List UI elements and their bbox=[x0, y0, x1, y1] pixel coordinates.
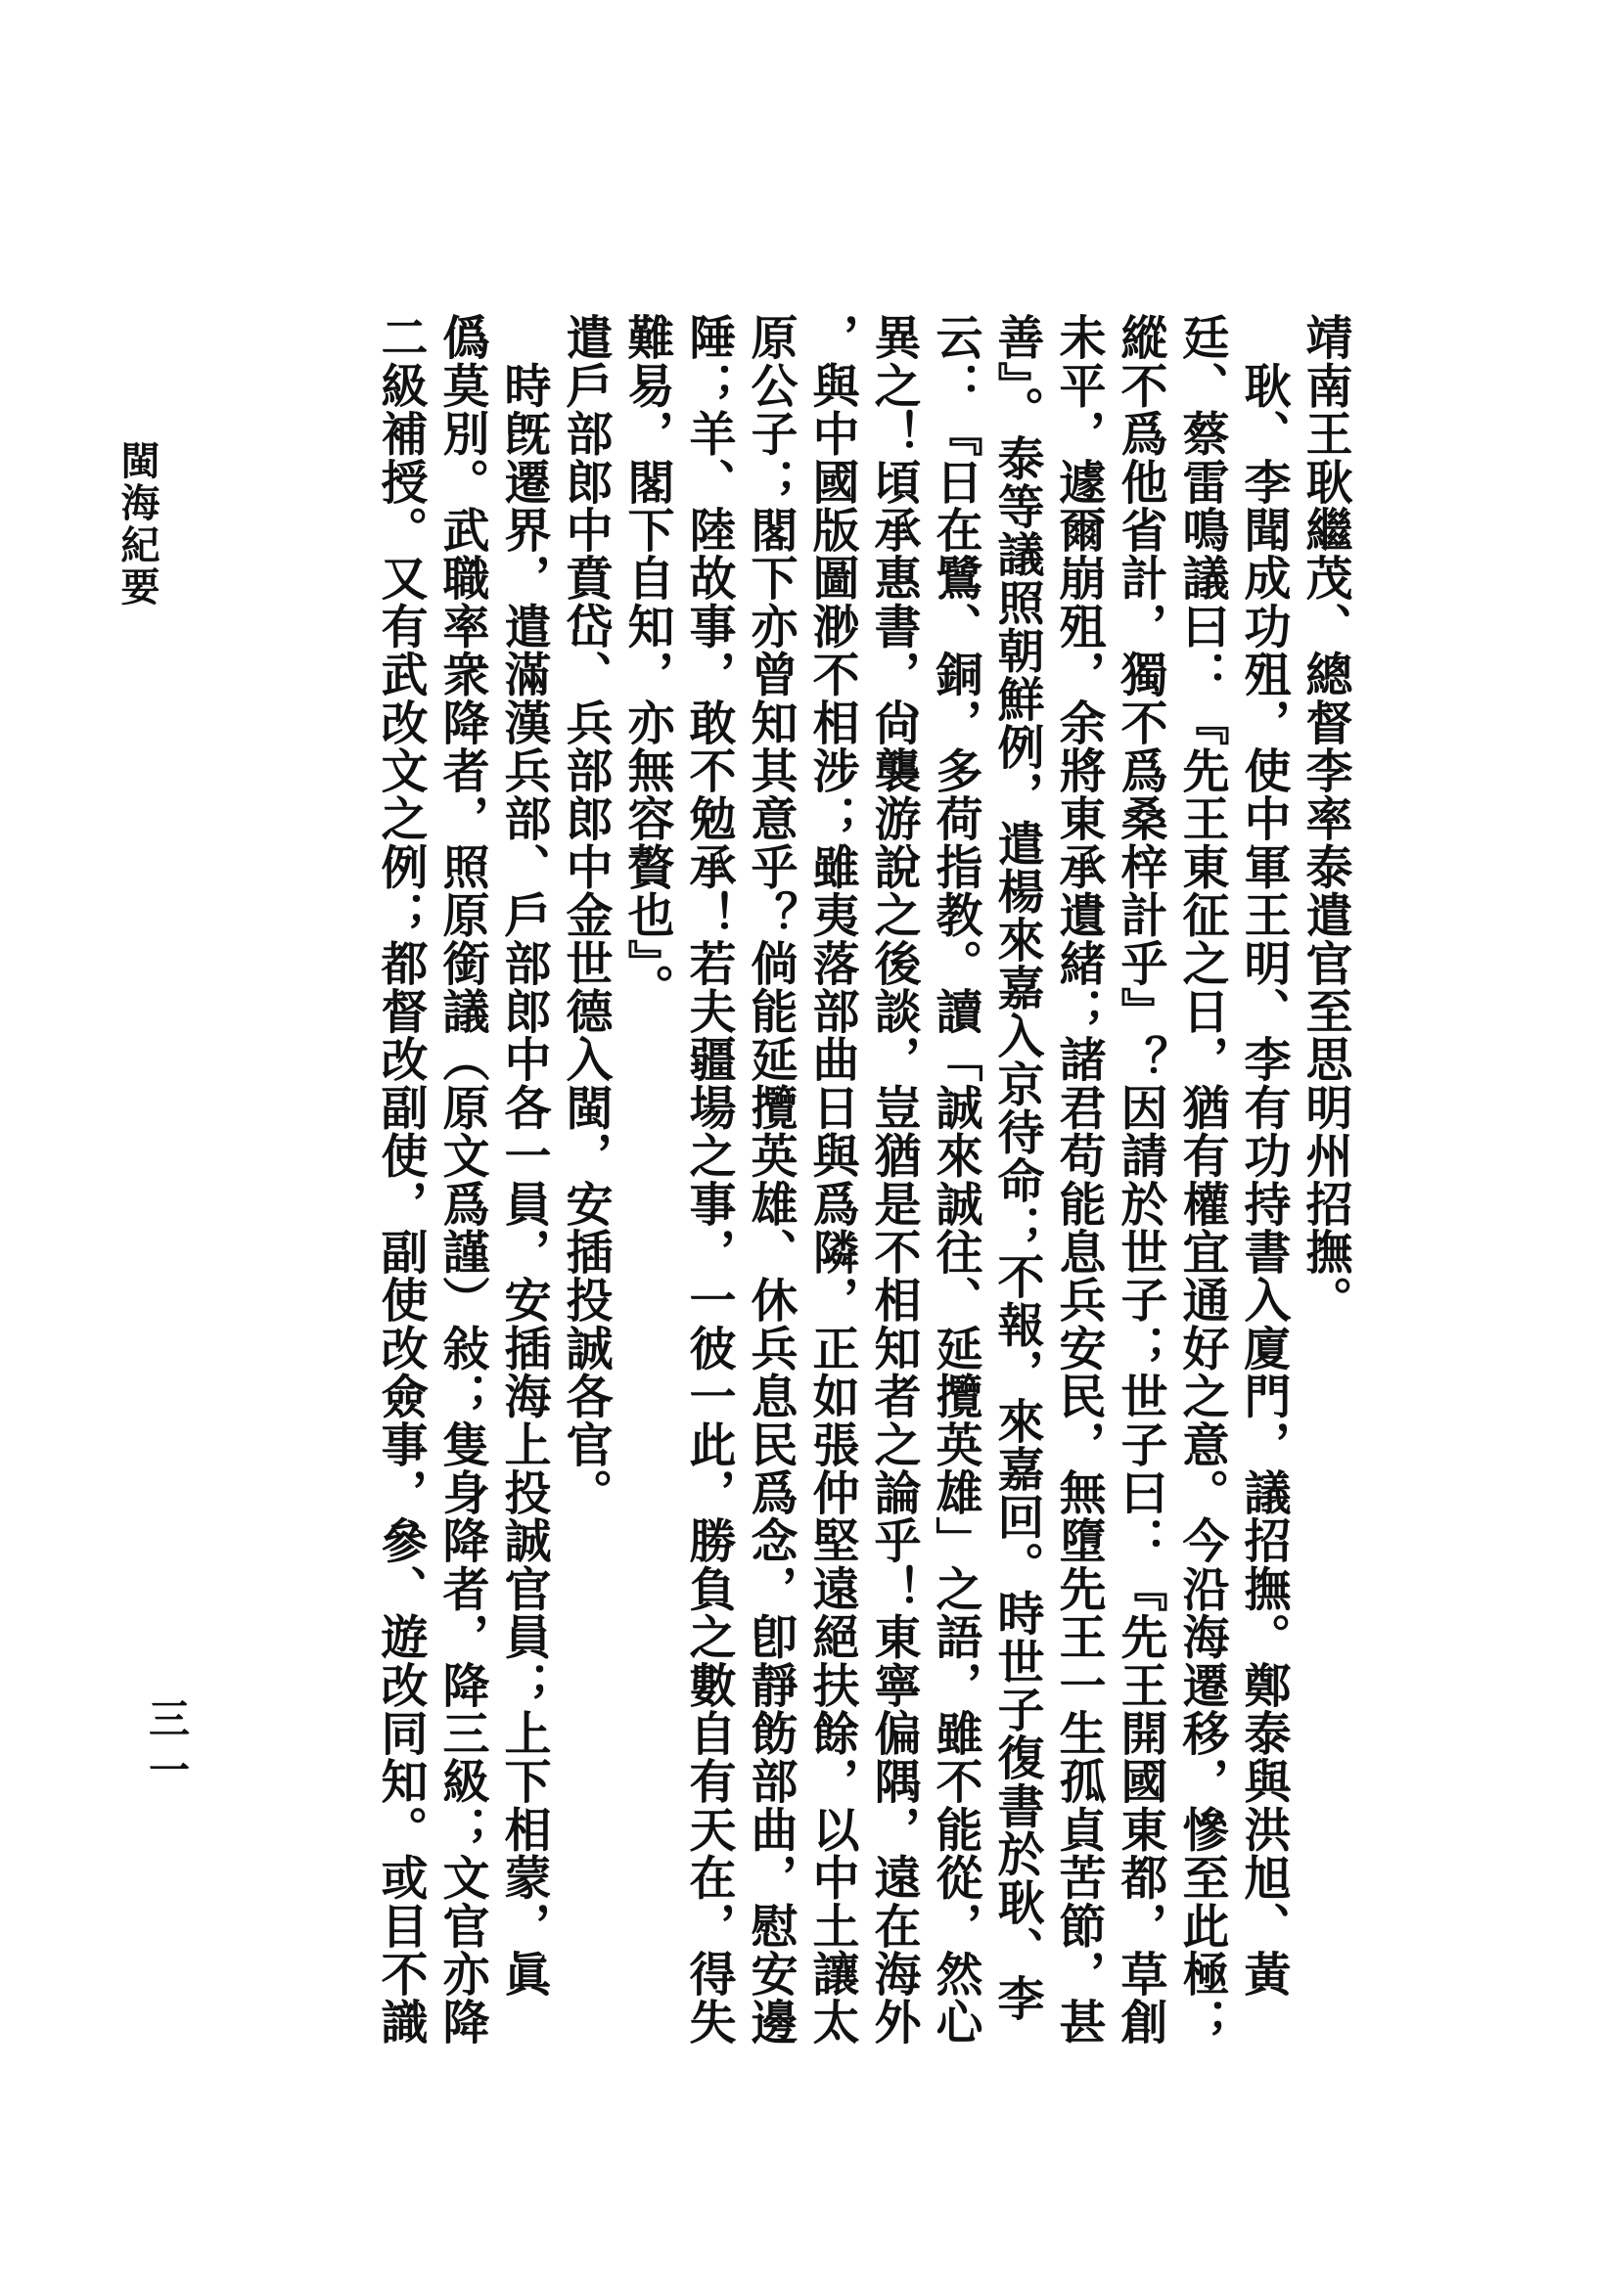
text-column: 異之！頃承惠書，尙襲游說之後談，豈猶是不相知者之論乎！東寧偏隅，遠在海外 bbox=[866, 313, 921, 2047]
text-column: 廷、蔡雷鳴議曰：『先王東征之日，猶有權宜通好之意。今沿海遷移，慘至此極； bbox=[1174, 313, 1229, 2047]
text-column: ，與中國版圖渺不相涉；雖夷落部曲日與爲隣，正如張仲堅遠絕扶餘，以中土讓太 bbox=[804, 313, 859, 2047]
text-column: 遣戶部郎中賁岱、兵部郎中金世德入閩，安插投誠各官。 bbox=[558, 313, 613, 1516]
text-column: 未平，遽爾崩殂，余將東承遺緒；諸君苟能息兵安民，無墮先王一生孤貞苦節，甚 bbox=[1051, 313, 1106, 2047]
text-column: 難易，閣下自知，亦無容贅也』。 bbox=[619, 313, 674, 1012]
text-column: 耿、李聞成功殂，使中軍王明、李有功持書入廈門，議招撫。鄭泰與洪旭、黃 bbox=[1236, 313, 1291, 1998]
text-column: 原公子；閣下亦曾知其意乎？倘能延攬英雄、休兵息民爲念，卽靜飭部曲，慰安邊 bbox=[743, 313, 798, 2047]
text-column: 僞莫別。武職率衆降者，照原銜議（原文爲謹）敍；隻身降者，降三級；文官亦降 bbox=[434, 313, 489, 2047]
text-column: 靖南王耿繼茂、總督李率泰遣官至思明州招撫。 bbox=[1298, 313, 1352, 1325]
text-column: 陲；羊、陸故事，敢不勉承！若夫疆場之事，一彼一此，勝負之數自有天在，得失 bbox=[681, 313, 736, 2047]
text-column: 云：『日在鷺、銅，多荷指教。讀「誠來誠往、延攬英雄」之語，雖不能從，然心 bbox=[928, 313, 982, 2047]
text-column: 二級補授。又有武改文之例；都督改副使，副使改僉事，參、遊改同知。或目不識 bbox=[373, 313, 428, 2047]
book-title: 閩海紀要 bbox=[114, 440, 160, 608]
text-column: 善』。泰等議照朝鮮例，遣楊來嘉入京待命；不報，來嘉回。時世子復書於耿、李 bbox=[989, 313, 1044, 2023]
text-column: 時旣遷界，遣滿漢兵部、戶部郎中各一員，安插海上投誠官員；上下相蒙，眞 bbox=[496, 313, 551, 1998]
page-number: 三一 bbox=[143, 1697, 191, 1799]
text-column: 縱不爲他省計，獨不爲桑梓計乎』？因請於世子；世子曰：『先王開國東都，草創 bbox=[1113, 313, 1167, 2047]
